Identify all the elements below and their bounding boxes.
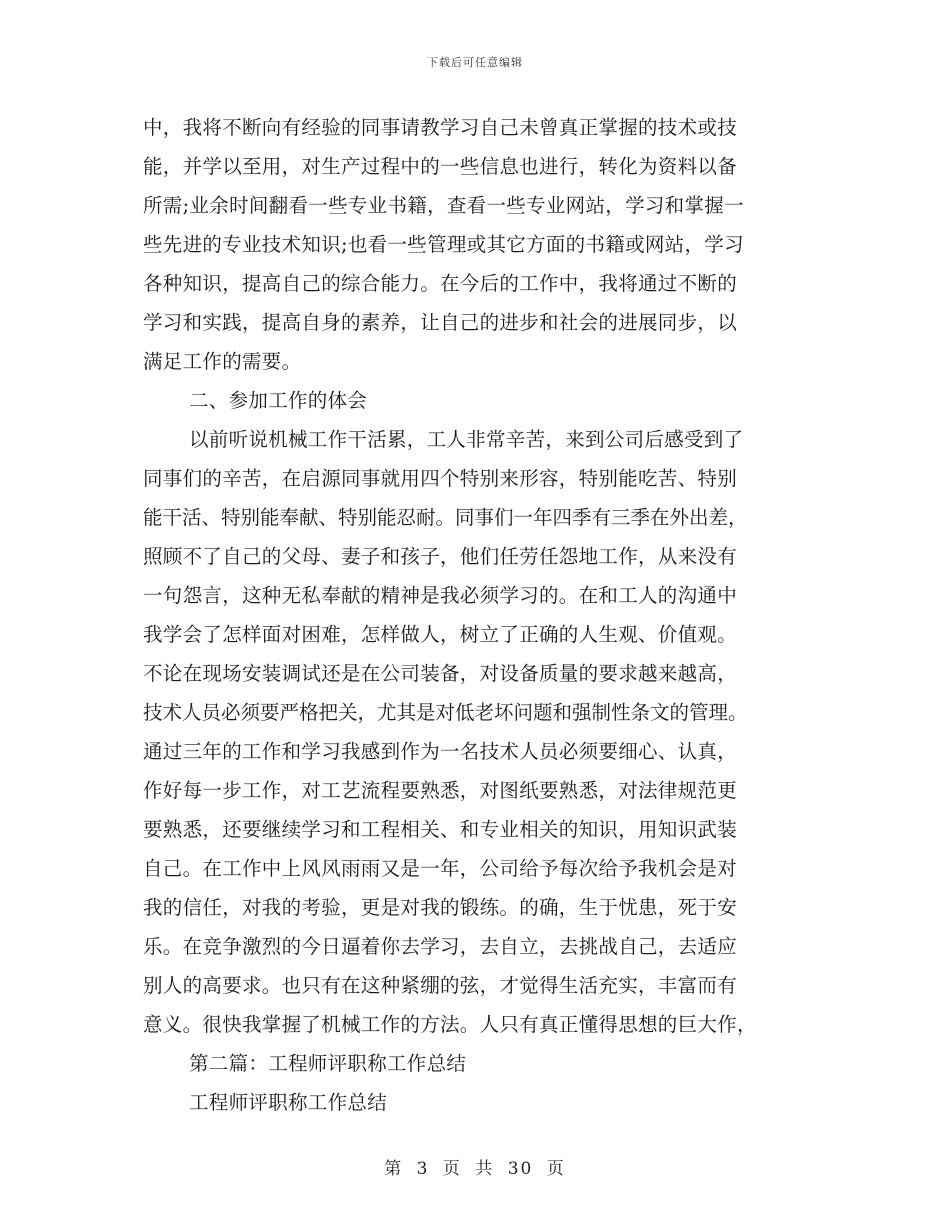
paragraph-line: 中，我将不断向有经验的同事请教学习自己未曾真正掌握的技术或技 bbox=[143, 116, 738, 139]
paragraph-line: 能，并学以至用，对生产过程中的一些信息也进行，转化为资料以备 bbox=[143, 155, 738, 178]
article-heading: 第二篇：工程师评职称工作总结 bbox=[189, 1052, 467, 1075]
paragraph-line: 同事们的辛苦，在启源同事就用四个特别来形容，特别能吃苦、特别 bbox=[143, 467, 738, 490]
footer-label-ye-2: 页 bbox=[546, 1159, 566, 1179]
paragraph-line: 以前听说机械工作干活累，工人非常辛苦，来到公司后感受到了 bbox=[189, 428, 744, 451]
total-page-count: 30 bbox=[507, 1159, 534, 1179]
footer-label-gong: 共 bbox=[475, 1159, 495, 1179]
page-number-footer bbox=[0, 1154, 950, 1179]
paragraph-line: 作好每一步工作，对工艺流程要熟悉，对图纸要熟悉，对法律规范更 bbox=[143, 779, 738, 802]
paragraph-line: 照顾不了自己的父母、妻子和孩子，他们任劳任怨地工作，从来没有 bbox=[143, 545, 738, 568]
paragraph-line: 技术人员必须要严格把关，尤其是对低老坏问题和强制性条文的管理。 bbox=[143, 701, 748, 724]
paragraph-line: 别人的高要求。也只有在这种紧绷的弦，才觉得生活充实，丰富而有 bbox=[143, 974, 738, 997]
paragraph-line: 所需;业余时间翻看一些专业书籍，查看一些专业网站，学习和掌握一 bbox=[143, 194, 744, 217]
paragraph-line: 通过三年的工作和学习我感到作为一名技术人员必须要细心、认真， bbox=[143, 740, 738, 763]
footer-label-di: 第 bbox=[384, 1159, 404, 1179]
paragraph-line: 自己。在工作中上风风雨雨又是一年，公司给予每次给予我机会是对 bbox=[143, 857, 738, 880]
paragraph-line: 一句怨言，这种无私奉献的精神是我必须学习的。在和工人的沟通中 bbox=[143, 584, 738, 607]
page-header-note: 下载后可任意编辑 bbox=[427, 56, 523, 69]
paragraph-line: 我学会了怎样面对困难，怎样做人，树立了正确的人生观、价值观。 bbox=[143, 623, 738, 646]
footer-label-ye: 页 bbox=[442, 1159, 462, 1179]
paragraph-line: 要熟悉，还要继续学习和工程相关、和专业相关的知识，用知识武装 bbox=[143, 818, 738, 841]
section-heading: 二、参加工作的体会 bbox=[189, 389, 368, 412]
paragraph-line: 学习和实践，提高自身的素养，让自己的进步和社会的进展同步，以 bbox=[143, 311, 738, 334]
article-title: 工程师评职称工作总结 bbox=[189, 1091, 388, 1114]
paragraph-line: 些先进的专业技术知识;也看一些管理或其它方面的书籍或网站，学习 bbox=[143, 233, 744, 256]
paragraph-line: 满足工作的需要。 bbox=[143, 350, 302, 373]
paragraph-line: 我的信任，对我的考验，更是对我的锻练。的确，生于忧患，死于安 bbox=[143, 896, 738, 919]
paragraph-line: 能干活、特别能奉献、特别能忍耐。同事们一年四季有三季在外出差， bbox=[143, 506, 748, 529]
paragraph-line: 各种知识，提高自己的综合能力。在今后的工作中，我将通过不断的 bbox=[143, 272, 738, 295]
current-page-number: 3 bbox=[416, 1159, 430, 1179]
paragraph-line: 不论在现场安装调试还是在公司装备，对设备质量的要求越来越高， bbox=[143, 662, 738, 685]
document-body bbox=[143, 108, 803, 1122]
paragraph-line: 意义。很快我掌握了机械工作的方法。人只有真正懂得思想的巨大作， bbox=[143, 1013, 757, 1036]
paragraph-line: 乐。在竞争激烈的今日逼着你去学习，去自立，去挑战自己，去适应 bbox=[143, 935, 738, 958]
